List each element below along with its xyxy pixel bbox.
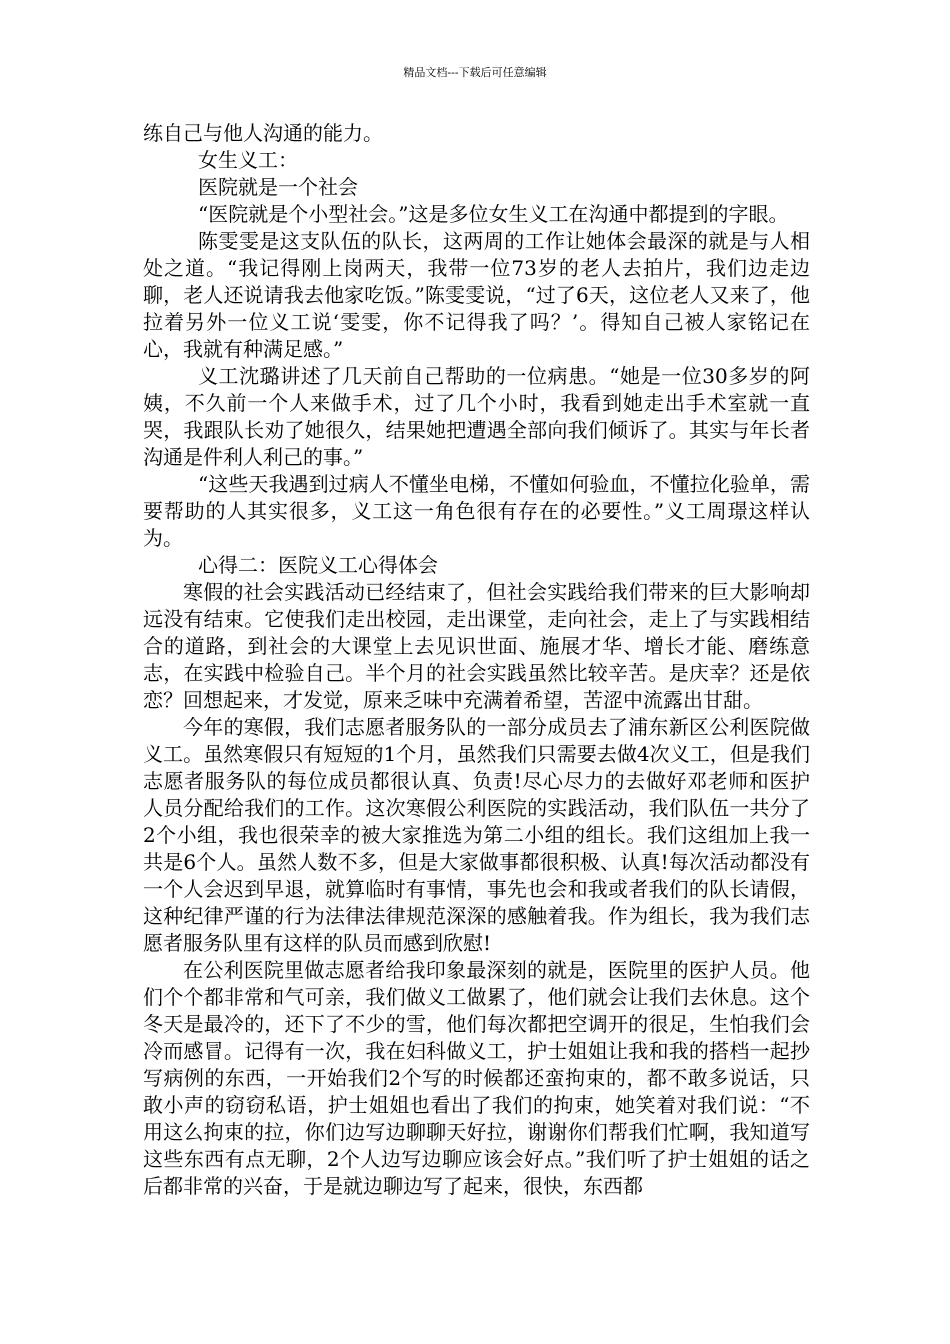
paragraph: “这些天我遇到过病人不懂坐电梯，不懂如何验血，不懂拉化验单，需要帮助的人其实很多，义工这一角色很有存在的必要性。”义工周璟这样认为。	[143, 472, 810, 550]
paragraph: 今年的寒假，我们志愿者服务队的一部分成员去了浦东新区公利医院做义工。虽然寒假只有短短的1个月，虽然我们只需要去做4次义工，但是我们志愿者服务队的每位成员都很认真、负责!尽心尽力的去做好邓老师和医护人员分配给我们的工作。这次寒假公利医院的实践活动，我们队伍一共分了2个小组，我也很荣幸的被大家推选为第二小组的组长。我们这组加上我一共是6个人。虽然人数不多，但是大家做事都很积极、认真!每次活动都没有一个人会迟到早退，就算临时有事情，事先也会和我或者我们的队长请假，这种纪律严谨的行为法律法律规范深深的感触着我。作为组长，我为我们志愿者服务队里有这样的队员而感到欣慰!	[143, 715, 810, 955]
paragraph-continuation: 练自己与他人沟通的能力。	[143, 121, 383, 145]
page-header: 精品文档---下载后可任意编辑	[403, 66, 547, 79]
document-body	[143, 120, 810, 1200]
paragraph: 义工沈璐讲述了几天前自己帮助的一位病患。“她是一位30多岁的阿姨，不久前一个人来做手术，过了几个小时，我看到她走出手术室就一直哭，我跟队长劝了她很久，结果她把遭遇全部向我们倾诉了。其实与年长者沟通是件利人利己的事。”	[143, 364, 810, 469]
paragraph: 陈雯雯是这支队伍的队长，这两周的工作让她体会最深的就是与人相处之道。“我记得刚上岗两天，我带一位73岁的老人去拍片，我们边走边聊，老人还说请我去他家吃饭。”陈雯雯说，“过了6天，这位老人又来了，他拉着另外一位义工说‘雯雯，你不记得我了吗？’。得知自己被人家铭记在心，我就有种满足感。”	[143, 229, 810, 361]
paragraph: 在公利医院里做志愿者给我印象最深刻的就是，医院里的医护人员。他们个个都非常和气可亲，我们做义工做累了，他们就会让我们去休息。这个冬天是最冷的，还下了不少的雪，他们每次都把空调开的很足，生怕我们会冷而感冒。记得有一次，我在妇科做义工，护士姐姐让我和我的搭档一起抄写病例的东西，一开始我们2个写的时候都还蛮拘束的，都不敢多说话，只敢小声的窃窃私语，护士姐姐也看出了我们的拘束，她笑着对我们说：“不用这么拘束的拉，你们边写边聊聊天好拉，谢谢你们帮我们忙啊，我知道写这些东西有点无聊，2个人边写边聊应该会好点。”我们听了护士姐姐的话之后都非常的兴奋，于是就边聊边写了起来，很快，东西都	[143, 958, 810, 1198]
paragraph: 寒假的社会实践活动已经结束了，但社会实践给我们带来的巨大影响却远没有结束。它使我们走出校园，走出课堂，走向社会，走上了与实践相结合的道路，到社会的大课堂上去见识世面、施展才华、增长才能、磨练意志，在实践中检验自己。半个月的社会实践虽然比较辛苦。是庆幸？还是依恋？回想起来，才发觉，原来乏味中充满着希望，苦涩中流露出甘甜。	[143, 580, 810, 712]
paragraph-subheading: 女生义工：	[198, 148, 298, 172]
paragraph-section-title: 医院就是一个社会	[198, 175, 358, 199]
paragraph: “医院就是个小型社会。”这是多位女生义工在沟通中都提到的字眼。	[198, 202, 789, 226]
paragraph-section-heading: 心得二：医院义工心得体会	[198, 553, 438, 577]
